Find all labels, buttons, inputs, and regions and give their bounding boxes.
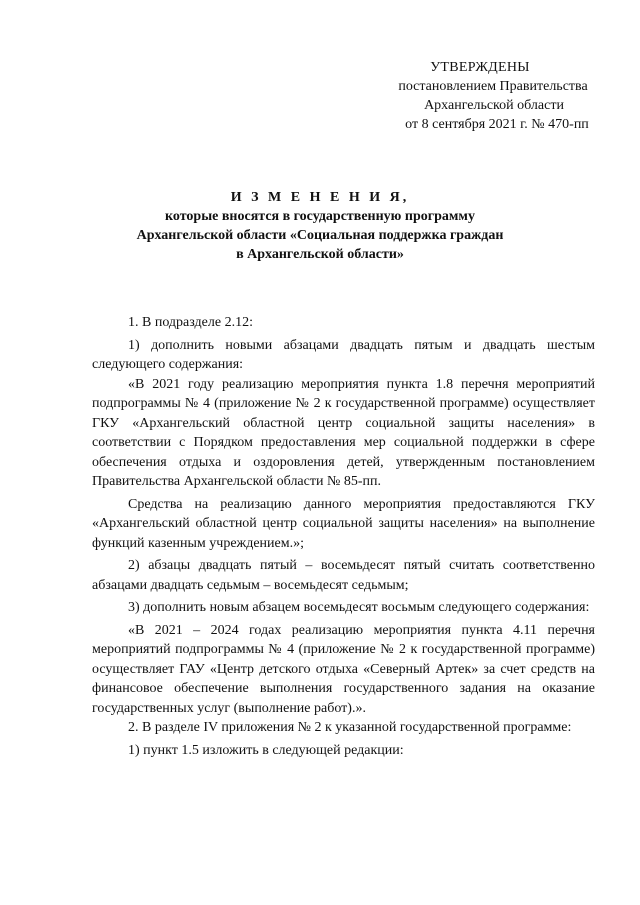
heading-line-1: которые вносятся в государственную программу — [165, 209, 475, 224]
document-body — [92, 313, 595, 760]
heading-title: И З М Е Н Е Н И Я, — [230, 190, 410, 205]
approval-line-2: Архангельской области — [424, 98, 564, 113]
paragraph-item-1: 1. В подразделе 2.12: — [128, 315, 253, 330]
paragraph-quote-1: «В 2021 году реализацию мероприятия пункта 1.8 перечня мероприятий подпрограммы № 4 (приложение № 2 к государственной программе) осуществляет ГКУ «Архангельский областной центр социальной защиты населения» в соответствии с Порядком предоставления мер социальной поддержки в сфере обеспечения отдыха и оздоровления детей, утвержденным постановлением Правительства Архангельской области № 85-пп. — [92, 376, 595, 489]
paragraph-quote-2: Средства на реализацию данного мероприятия предоставляются ГКУ «Архангельский областной центр социальной защиты населения» на выполнение функций казенным учреждением.»; — [92, 496, 595, 551]
heading-line-3: в Архангельской области» — [236, 247, 404, 262]
heading-line-2: Архангельской области «Социальная поддержка граждан — [136, 228, 504, 243]
paragraph-item-1-2: 2) абзацы двадцать пятый – восемьдесят пятый считать соответственно абзацами двадцать седьмым – восемьдесят седьмым; — [92, 558, 595, 593]
approval-title: УТВЕРЖДЕНЫ — [430, 60, 530, 75]
paragraph-item-2-1: 1) пункт 1.5 изложить в следующей редакции: — [128, 742, 404, 758]
approval-line-3: от 8 сентября 2021 г. № 470-пп — [405, 117, 589, 132]
approval-block — [320, 58, 640, 134]
paragraph-quote-3: «В 2021 – 2024 годах реализацию мероприятия пункта 4.11 перечня мероприятий подпрограммы № 4 (приложение № 2 к государственной программе) осуществляет ГАУ «Центр детского отдыха «Северный Артек» за счет средств на финансовое обеспечение выполнения государственного задания на оказание государственных услуг (выполнение работ).». — [92, 622, 595, 716]
paragraph-item-1-1-line-1: 1) дополнить новыми абзацами двадцать пятым и двадцать шестым — [128, 337, 595, 353]
paragraph-item-1-1-line-2: следующего содержания: — [92, 357, 244, 372]
document-heading — [92, 188, 548, 264]
approval-line-1: постановлением Правительства — [398, 79, 588, 94]
paragraph-item-1-3: 3) дополнить новым абзацем восемьдесят восьмым следующего содержания: — [128, 600, 590, 615]
paragraph-item-2: 2. В разделе IV приложения № 2 к указанной государственной программе: — [128, 720, 572, 735]
